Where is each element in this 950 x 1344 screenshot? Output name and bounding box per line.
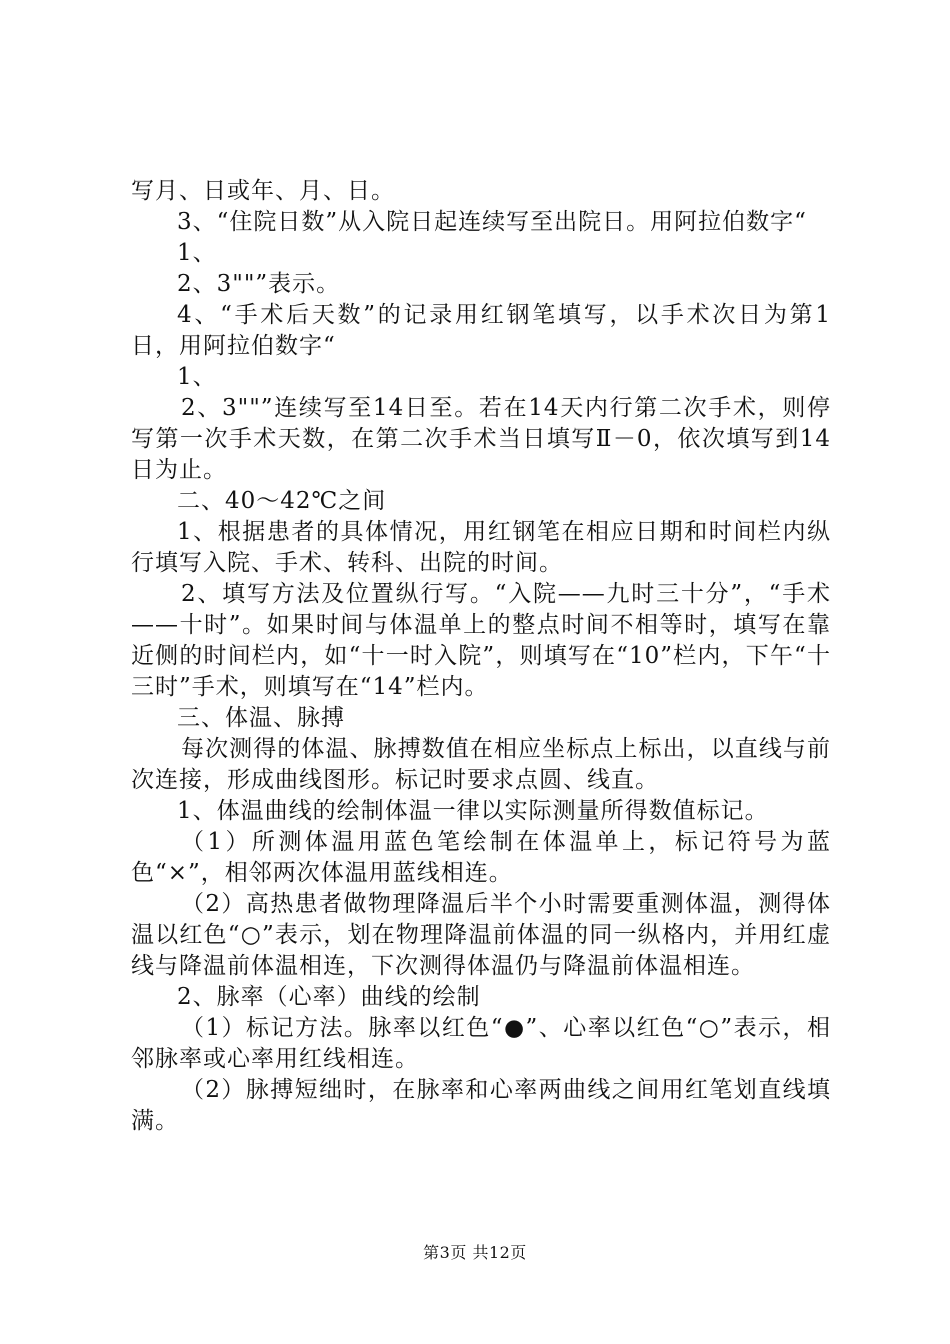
paragraph-15: （2）高热患者做物理降温后半个小时需要重测体温，测得体温以红色“○”表示，划在物理降温前体温的同一纵格内，并用红虚线与降温前体温相连，下次测得体温仍与降温前体温相连。 [131,891,831,979]
document-body [131,176,831,1137]
paragraph-18: （2）脉搏短绌时，在脉率和心率两曲线之间用红笔划直线填满。 [131,1077,831,1134]
page-footer [0,1243,950,1263]
paragraph-8: 二、40～42℃之间 [177,488,387,514]
paragraph-17: （1）标记方法。脉率以红色“●”、心率以红色“○”表示，相邻脉率或心率用红线相连。 [131,1015,831,1072]
paragraph-13: 1、体温曲线的绘制体温一律以实际测量所得数值标记。 [177,798,769,824]
paragraph-9: 1、根据患者的具体情况，用红钢笔在相应日期和时间栏内纵行填写入院、手术、转科、出院的时间。 [131,519,831,576]
paragraph-7: 2、3""”连续写至14日至。若在14天内行第二次手术，则停写第一次手术天数，在第二次手术当日填写Ⅱ－0，依次填写到14日为止。 [131,395,831,483]
paragraph-10: 2、填写方法及位置纵行写。“入院——九时三十分”，“手术——十时”。如果时间与体温单上的整点时间不相等时，填写在靠近侧的时间栏内，如“十一时入院”，则填写在“10”栏内，下午“十三时”手术，则填写在“14”栏内。 [131,581,831,700]
page-number-label: 第3页 共12页 [423,1243,527,1262]
paragraph-16: 2、脉率（心率）曲线的绘制 [177,984,481,1010]
paragraph-4: 2、3""”表示。 [177,271,341,297]
paragraph-2: 3、“住院日数”从入院日起连续写至出院日。用阿拉伯数字“ [177,209,807,235]
paragraph-5: 4、“手术后天数”的记录用红钢笔填写，以手术次日为第1日，用阿拉伯数字“ [131,302,831,359]
paragraph-6: 1、 [177,364,217,390]
paragraph-12: 每次测得的体温、脉搏数值在相应坐标点上标出，以直线与前次连接，形成曲线图形。标记时要求点圆、线直。 [131,736,831,793]
paragraph-3: 1、 [177,240,217,266]
paragraph-11: 三、体温、脉搏 [177,705,345,731]
paragraph-1: 写月、日或年、月、日。 [131,178,395,204]
paragraph-14: （1）所测体温用蓝色笔绘制在体温单上，标记符号为蓝色“×”，相邻两次体温用蓝线相连。 [131,829,831,886]
